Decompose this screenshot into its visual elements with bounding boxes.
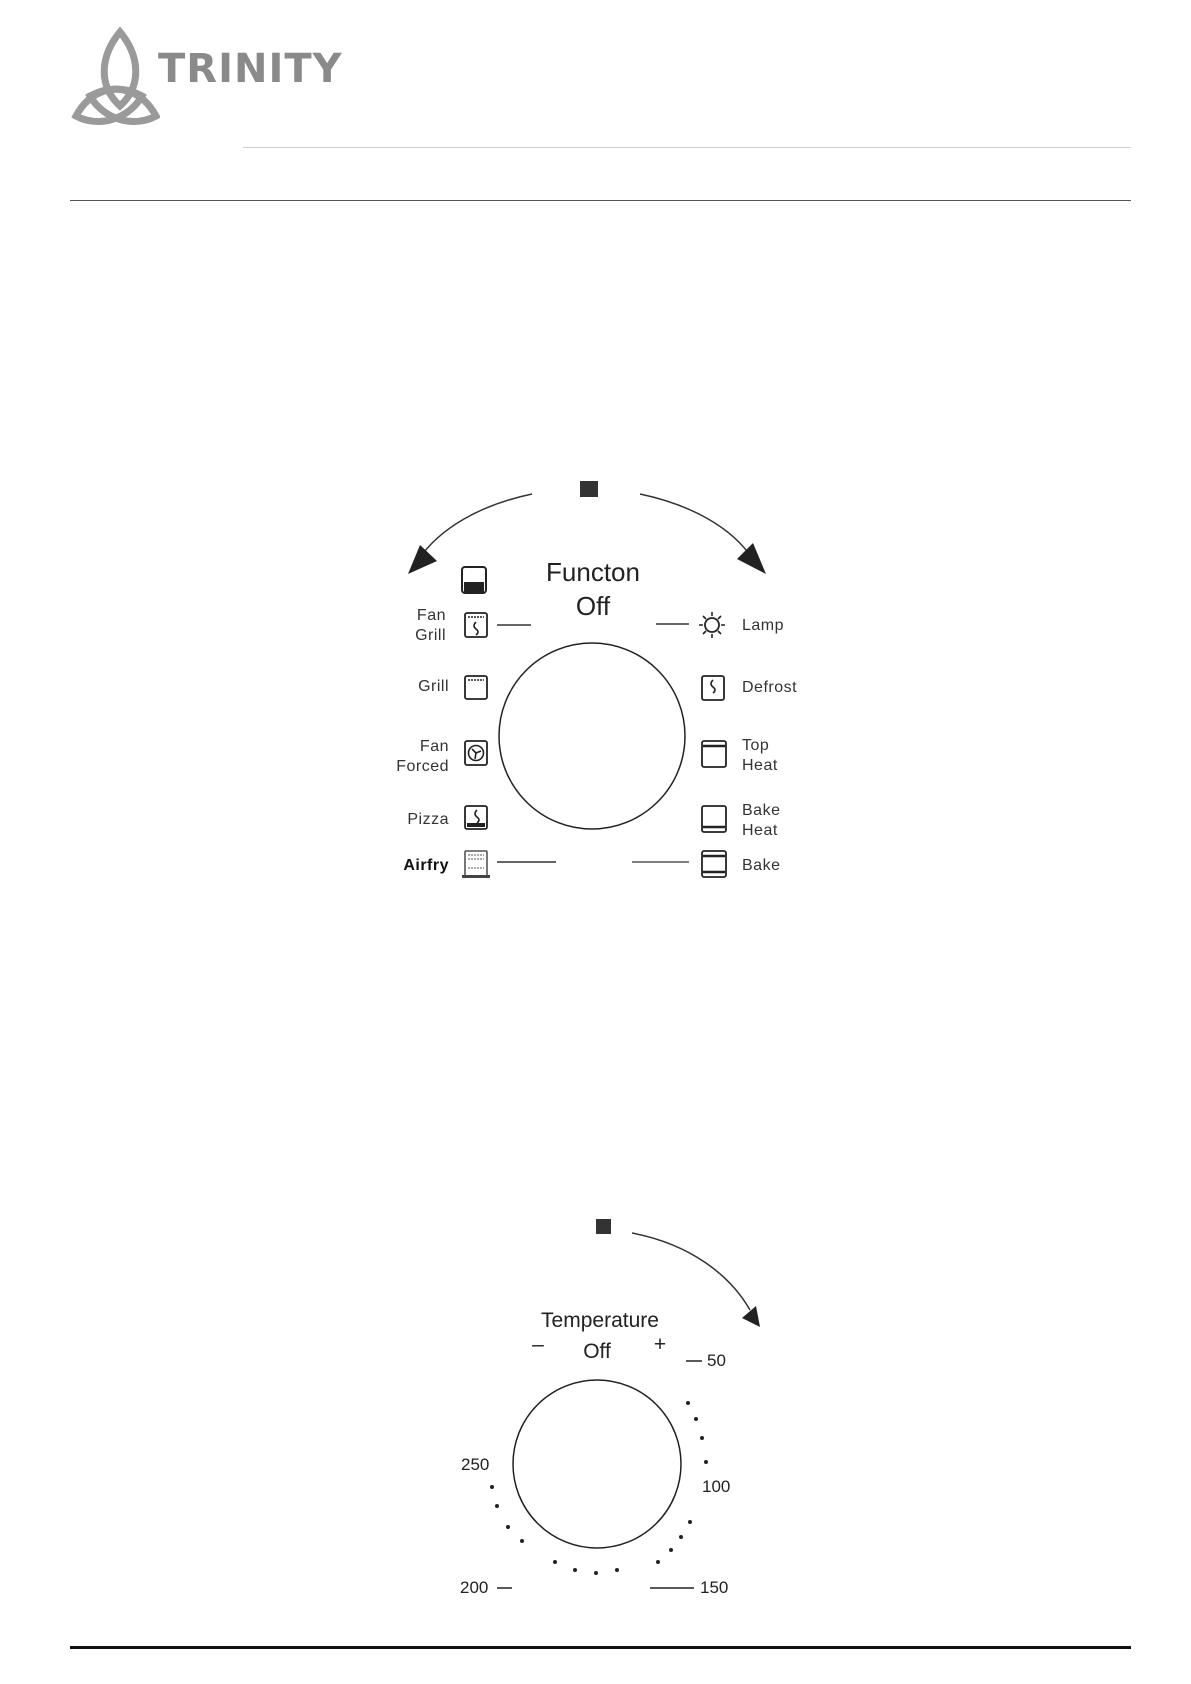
fan-forced-icon — [465, 741, 487, 765]
grill-label: Grill — [418, 678, 449, 695]
lamp-icon — [699, 612, 725, 638]
grill-icon — [465, 676, 487, 699]
temperature-scale-dots — [490, 1401, 708, 1575]
temperature-arrow-arc — [632, 1233, 750, 1310]
pizza-label: Pizza — [407, 811, 449, 828]
temperature-arrow-head — [742, 1306, 760, 1327]
bake-heat-icon — [702, 806, 726, 832]
fan-grill-label — [380, 606, 446, 646]
arrow-left-head — [408, 545, 437, 574]
temperature-pointer-marker — [596, 1219, 611, 1234]
top-heat-icon — [702, 741, 726, 767]
arrow-right-arc — [640, 494, 752, 558]
fan-forced-label — [370, 737, 449, 777]
fan-forced-label-line1: Fan — [419, 738, 449, 755]
fan-grill-icon — [465, 613, 487, 637]
defrost-icon — [702, 676, 724, 700]
temp-mark-100: 100 — [702, 1477, 731, 1496]
temperature-state: Off — [583, 1340, 611, 1363]
brand-name: TRINITY — [158, 46, 343, 92]
function-pointer-marker — [580, 481, 598, 497]
function-state: Off — [575, 591, 611, 621]
bake-heat-label-line1: Bake — [742, 802, 781, 819]
temp-mark-50: 50 — [707, 1351, 726, 1370]
temperature-plus: + — [653, 1333, 667, 1356]
fan-forced-label-line2: Forced — [396, 758, 449, 775]
oven-icon — [462, 567, 486, 593]
bake-label: Bake — [742, 857, 781, 874]
pizza-icon — [465, 806, 487, 829]
fan-grill-label-line2: Grill — [415, 627, 446, 644]
lamp-label: Lamp — [742, 617, 785, 634]
bake-heat-label-line2: Heat — [742, 822, 778, 839]
fan-grill-label-line1: Fan — [416, 607, 446, 624]
arrow-left-arc — [418, 494, 532, 560]
bake-icon — [702, 851, 726, 877]
function-title: Functon — [546, 557, 640, 587]
temp-mark-250: 250 — [461, 1455, 490, 1474]
arrow-right-head — [737, 543, 766, 574]
footer-divider — [70, 1646, 1131, 1649]
top-heat-label-line2: Heat — [742, 757, 778, 774]
temp-mark-200: 200 — [460, 1578, 489, 1597]
temperature-minus: – — [532, 1333, 544, 1356]
airfry-icon — [462, 851, 490, 878]
defrost-label: Defrost — [742, 679, 798, 696]
bake-heat-label — [742, 801, 822, 841]
temperature-title: Temperature — [541, 1309, 659, 1332]
top-heat-label — [742, 736, 822, 776]
temperature-dial-circle — [513, 1380, 681, 1548]
function-dial-circle — [499, 643, 685, 829]
top-heat-label-line1: Top — [742, 737, 770, 754]
airfry-label: Airfry — [403, 857, 449, 874]
temp-mark-150: 150 — [700, 1578, 729, 1597]
